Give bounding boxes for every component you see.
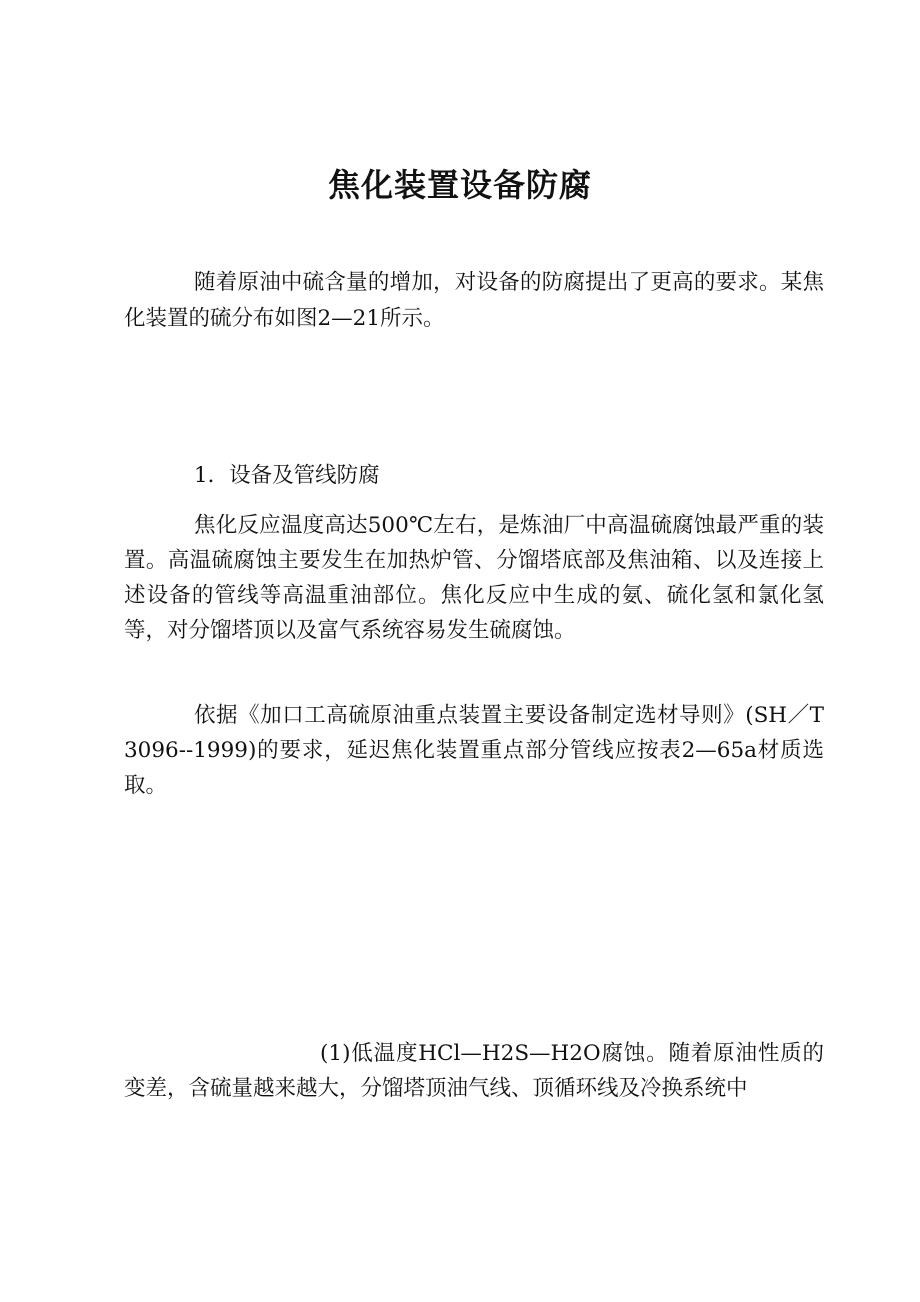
standard-paragraph: 依据《加口工高硫原油重点装置主要设备制定选材导则》(SH／T 3096--1999)的要求，延迟焦化装置重点部分管线应按表2—65a材质选取。 — [124, 703, 824, 798]
corrosion-paragraph: 焦化反应温度高达500℃左右，是炼油厂中高温硫腐蚀最严重的装置。高温硫腐蚀主要发生在加热炉管、分馏塔底部及焦油箱、以及连接上述设备的管线等高温重油部位。焦化反应中生成的氨、硫化氢和氯化氢等，对分馏塔顶以及富气系统容易发生硫腐蚀。 — [124, 513, 824, 643]
page-title: 焦化装置设备防腐 — [327, 166, 592, 204]
intro-paragraph: 随着原油中硫含量的增加，对设备的防腐提出了更高的要求。某焦化装置的硫分布如图2—21所示。 — [124, 270, 824, 331]
low-temp-corrosion-paragraph: (1)低温度HCl—H2S—H2O腐蚀。随着原油性质的变差，含硫量越来越大，分馏塔顶油气线、顶循环线及冷换系统中 — [124, 1041, 824, 1101]
section-heading: 1．设备及管线防腐 — [194, 463, 380, 488]
